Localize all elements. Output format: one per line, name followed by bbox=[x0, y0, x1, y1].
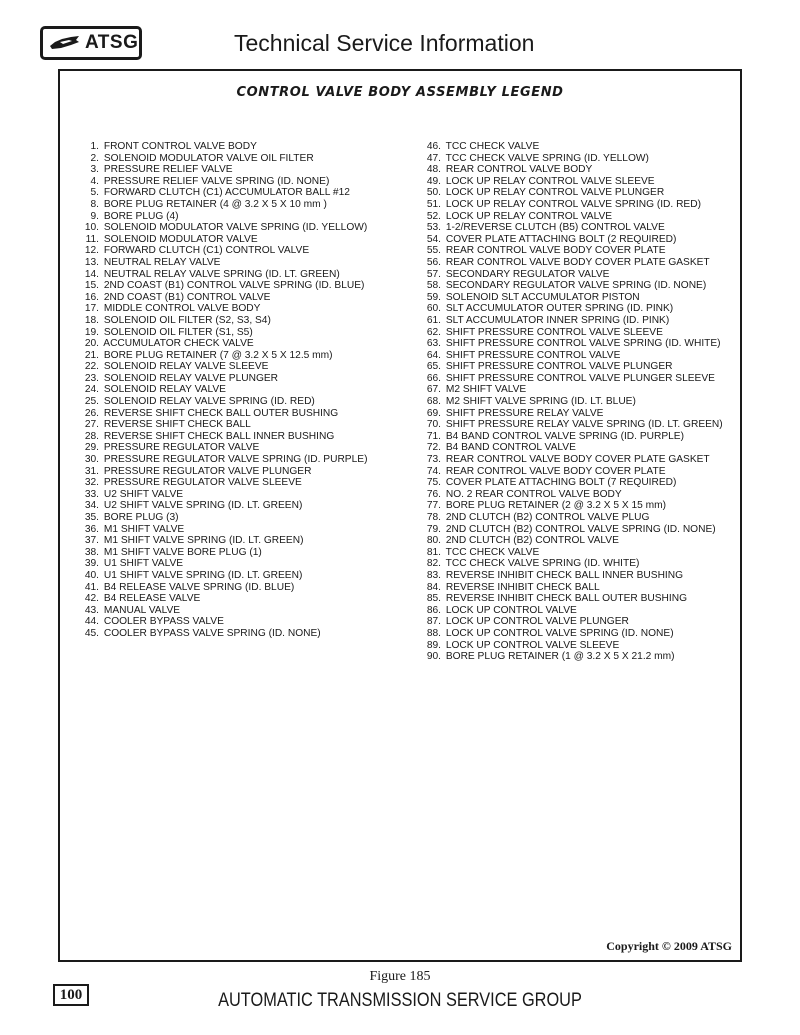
legend-item-text: SOLENOID RELAY VALVE SPRING (ID. RED) bbox=[103, 396, 315, 408]
legend-item-number: 56. bbox=[426, 256, 441, 268]
legend-item-text: COOLER BYPASS VALVE bbox=[103, 616, 224, 628]
legend-item-text: SHIFT PRESSURE CONTROL VALVE SPRING (ID. WHITE) bbox=[445, 338, 721, 350]
legend-item-text: SHIFT PRESSURE CONTROL VALVE PLUNGER bbox=[445, 361, 673, 373]
legend-item bbox=[426, 176, 723, 188]
legend-item-text: SHIFT PRESSURE CONTROL VALVE SLEEVE bbox=[445, 326, 663, 338]
legend-item-text: SECONDARY REGULATOR VALVE bbox=[445, 268, 610, 280]
legend-item-number: 30. bbox=[84, 454, 99, 466]
legend-item bbox=[84, 454, 367, 466]
legend-item-text: LOCK UP RELAY CONTROL VALVE SLEEVE bbox=[445, 175, 655, 187]
legend-item-text: SOLENOID MODULATOR VALVE SPRING (ID. YELLOW) bbox=[103, 222, 368, 234]
legend-item-number: 42. bbox=[84, 593, 99, 605]
legend-item-text: SOLENOID RELAY VALVE PLUNGER bbox=[103, 372, 279, 384]
legend-item-text: REVERSE SHIFT CHECK BALL OUTER BUSHING bbox=[103, 407, 339, 419]
legend-item-number: 76. bbox=[426, 488, 441, 500]
legend-item-text: REAR CONTROL VALVE BODY COVER PLATE GASKET bbox=[445, 454, 710, 466]
legend-item-text: SLT ACCUMULATOR OUTER SPRING (ID. PINK) bbox=[445, 303, 674, 315]
legend-item bbox=[426, 153, 723, 165]
legend-item-number: 87. bbox=[426, 616, 441, 628]
legend-item-number: 49. bbox=[426, 175, 441, 187]
legend-item-number: 24. bbox=[84, 384, 99, 396]
legend-item-number: 62. bbox=[426, 326, 441, 338]
legend-item-text: SECONDARY REGULATOR VALVE SPRING (ID. NONE) bbox=[445, 280, 707, 292]
legend-item-number: 63. bbox=[426, 338, 441, 350]
legend-item-number: 8. bbox=[90, 198, 99, 210]
legend-item bbox=[84, 211, 367, 223]
legend-item bbox=[426, 640, 723, 652]
legend-item bbox=[426, 547, 723, 559]
legend-item-text: REVERSE INHIBIT CHECK BALL OUTER BUSHING bbox=[445, 593, 688, 605]
legend-item-number: 15. bbox=[84, 280, 99, 292]
legend-item-text: SOLENOID OIL FILTER (S1, S5) bbox=[103, 326, 253, 338]
legend-item-number: 71. bbox=[426, 430, 441, 442]
legend-frame bbox=[58, 69, 742, 962]
legend-item-text: LOCK UP CONTROL VALVE SPRING (ID. NONE) bbox=[445, 627, 674, 639]
legend-item bbox=[84, 628, 367, 640]
legend-item bbox=[84, 558, 367, 570]
legend-item bbox=[426, 211, 723, 223]
logo-text: ATSG bbox=[85, 32, 139, 53]
legend-item bbox=[84, 431, 367, 443]
legend-item-number: 86. bbox=[426, 604, 441, 616]
legend-item-text: B4 BAND CONTROL VALVE SPRING (ID. PURPLE) bbox=[445, 430, 684, 442]
legend-item-number: 82. bbox=[426, 558, 441, 570]
legend-item-text: REVERSE INHIBIT CHECK BALL INNER BUSHING bbox=[445, 569, 684, 581]
legend-item-number: 43. bbox=[84, 604, 99, 616]
legend-item-number: 44. bbox=[84, 616, 99, 628]
legend-item bbox=[84, 303, 367, 315]
legend-item-number: 34. bbox=[84, 500, 99, 512]
legend-item-text: MANUAL VALVE bbox=[103, 604, 181, 616]
legend-item bbox=[426, 477, 723, 489]
legend-item bbox=[84, 350, 367, 362]
legend-item-number: 4. bbox=[90, 175, 99, 187]
legend-item-number: 90. bbox=[426, 651, 441, 663]
legend-item bbox=[84, 419, 367, 431]
legend-item-text: BORE PLUG RETAINER (2 @ 3.2 X 5 X 15 mm) bbox=[445, 500, 667, 512]
legend-item bbox=[84, 408, 367, 420]
legend-item-text: SHIFT PRESSURE RELAY VALVE SPRING (ID. LT. GREEN) bbox=[445, 419, 723, 431]
legend-item bbox=[84, 605, 367, 617]
legend-right-column bbox=[426, 141, 723, 663]
legend-item bbox=[84, 477, 367, 489]
legend-item bbox=[84, 582, 367, 594]
legend-item bbox=[426, 582, 723, 594]
legend-item-text: U2 SHIFT VALVE bbox=[103, 488, 184, 500]
legend-item bbox=[426, 419, 723, 431]
legend-item-number: 50. bbox=[426, 187, 441, 199]
legend-item-text: NO. 2 REAR CONTROL VALVE BODY bbox=[445, 488, 622, 500]
legend-item-text: REAR CONTROL VALVE BODY COVER PLATE GASKET bbox=[445, 256, 710, 268]
legend-item bbox=[426, 628, 723, 640]
legend-item-number: 65. bbox=[426, 361, 441, 373]
legend-item bbox=[84, 245, 367, 257]
legend-item-number: 38. bbox=[84, 546, 99, 558]
legend-title: CONTROL VALVE BODY ASSEMBLY LEGEND bbox=[236, 85, 564, 100]
legend-item-number: 48. bbox=[426, 164, 441, 176]
legend-item-number: 54. bbox=[426, 233, 441, 245]
legend-item-text: LOCK UP RELAY CONTROL VALVE SPRING (ID. RED) bbox=[445, 198, 701, 210]
legend-left-column bbox=[84, 141, 367, 640]
legend-item-text: U1 SHIFT VALVE SPRING (ID. LT. GREEN) bbox=[103, 569, 303, 581]
legend-item-number: 9. bbox=[90, 210, 99, 222]
legend-item bbox=[426, 245, 723, 257]
legend-item bbox=[426, 303, 723, 315]
legend-item-text: U1 SHIFT VALVE bbox=[103, 558, 184, 570]
legend-item-number: 28. bbox=[84, 430, 99, 442]
legend-item-text: LOCK UP RELAY CONTROL VALVE PLUNGER bbox=[445, 187, 665, 199]
legend-item bbox=[426, 535, 723, 547]
legend-item bbox=[84, 257, 367, 269]
legend-item bbox=[84, 442, 367, 454]
legend-item bbox=[426, 466, 723, 478]
legend-item-number: 33. bbox=[84, 488, 99, 500]
legend-item-text: FORWARD CLUTCH (C1) CONTROL VALVE bbox=[103, 245, 310, 257]
legend-item bbox=[84, 500, 367, 512]
legend-item-number: 23. bbox=[84, 372, 99, 384]
legend-item-text: 2ND COAST (B1) CONTROL VALVE bbox=[103, 291, 271, 303]
legend-item bbox=[84, 269, 367, 281]
legend-item-number: 60. bbox=[426, 303, 441, 315]
legend-item-number: 47. bbox=[426, 152, 441, 164]
legend-item bbox=[84, 396, 367, 408]
legend-item bbox=[84, 176, 367, 188]
legend-item-number: 20. bbox=[84, 338, 99, 350]
legend-item bbox=[426, 280, 723, 292]
legend-item-number: 74. bbox=[426, 465, 441, 477]
legend-item-number: 55. bbox=[426, 245, 441, 257]
legend-item-number: 53. bbox=[426, 222, 441, 234]
legend-item bbox=[426, 454, 723, 466]
legend-item-number: 46. bbox=[426, 141, 441, 152]
legend-item-text: SOLENOID SLT ACCUMULATOR PISTON bbox=[445, 291, 640, 303]
legend-item bbox=[84, 616, 367, 628]
legend-item-text: PRESSURE REGULATOR VALVE bbox=[103, 442, 260, 454]
legend-item-number: 29. bbox=[84, 442, 99, 454]
legend-item-number: 61. bbox=[426, 314, 441, 326]
legend-item bbox=[84, 373, 367, 385]
car-silhouette-icon bbox=[49, 33, 81, 53]
legend-item-number: 67. bbox=[426, 384, 441, 396]
legend-item-text: TCC CHECK VALVE bbox=[445, 141, 540, 152]
legend-item bbox=[426, 431, 723, 443]
legend-item bbox=[426, 384, 723, 396]
legend-item-number: 35. bbox=[84, 512, 99, 523]
legend-item-number: 72. bbox=[426, 442, 441, 454]
footer-organization: AUTOMATIC TRANSMISSION SERVICE GROUP bbox=[218, 990, 582, 1011]
legend-item-text: B4 BAND CONTROL VALVE bbox=[445, 442, 576, 454]
legend-item bbox=[426, 292, 723, 304]
legend-item bbox=[84, 280, 367, 292]
legend-item-text: FORWARD CLUTCH (C1) ACCUMULATOR BALL #12 bbox=[103, 187, 350, 199]
legend-item-number: 13. bbox=[84, 256, 99, 268]
legend-item-number: 1. bbox=[90, 141, 99, 152]
legend-item-text: M2 SHIFT VALVE bbox=[445, 384, 527, 396]
legend-item-number: 64. bbox=[426, 349, 441, 361]
legend-item-text: REAR CONTROL VALVE BODY COVER PLATE bbox=[445, 465, 666, 477]
legend-item-text: BORE PLUG RETAINER (7 @ 3.2 X 5 X 12.5 mm) bbox=[103, 349, 333, 361]
legend-item bbox=[84, 593, 367, 605]
legend-item-number: 52. bbox=[426, 210, 441, 222]
legend-item-number: 80. bbox=[426, 535, 441, 547]
legend-item bbox=[84, 489, 367, 501]
legend-item-number: 84. bbox=[426, 581, 441, 593]
legend-item-text: SOLENOID OIL FILTER (S2, S3, S4) bbox=[103, 314, 271, 326]
legend-item-text: COVER PLATE ATTACHING BOLT (2 REQUIRED) bbox=[445, 233, 677, 245]
legend-item-text: REVERSE INHIBIT CHECK BALL bbox=[445, 581, 600, 593]
legend-item-text: LOCK UP CONTROL VALVE bbox=[445, 604, 577, 616]
legend-item-number: 2. bbox=[90, 152, 99, 164]
legend-item-number: 89. bbox=[426, 639, 441, 651]
legend-item bbox=[426, 570, 723, 582]
legend-item-text: REVERSE SHIFT CHECK BALL bbox=[103, 419, 251, 431]
legend-item-number: 22. bbox=[84, 361, 99, 373]
atsg-logo bbox=[40, 26, 142, 60]
legend-item-number: 31. bbox=[84, 465, 99, 477]
legend-item-text: PRESSURE REGULATOR VALVE PLUNGER bbox=[103, 465, 312, 477]
legend-item-number: 27. bbox=[84, 419, 99, 431]
legend-item-number: 57. bbox=[426, 268, 441, 280]
legend-item-number: 70. bbox=[426, 419, 441, 431]
legend-item bbox=[84, 512, 367, 524]
legend-item-text: SHIFT PRESSURE CONTROL VALVE bbox=[445, 349, 621, 361]
legend-item-number: 59. bbox=[426, 291, 441, 303]
legend-item bbox=[426, 593, 723, 605]
legend-item-text: B4 RELEASE VALVE bbox=[103, 593, 201, 605]
legend-item bbox=[426, 512, 723, 524]
legend-item-number: 73. bbox=[426, 454, 441, 466]
legend-item-text: REAR CONTROL VALVE BODY bbox=[445, 164, 593, 176]
legend-item-number: 78. bbox=[426, 512, 441, 523]
legend-item-number: 16. bbox=[84, 291, 99, 303]
legend-item bbox=[426, 442, 723, 454]
legend-item bbox=[426, 187, 723, 199]
legend-item-text: B4 RELEASE VALVE SPRING (ID. BLUE) bbox=[103, 581, 295, 593]
legend-item-number: 32. bbox=[84, 477, 99, 489]
legend-item-text: SHIFT PRESSURE CONTROL VALVE PLUNGER SLEEVE bbox=[445, 372, 715, 384]
legend-item bbox=[426, 327, 723, 339]
legend-item bbox=[84, 570, 367, 582]
legend-item-text: TCC CHECK VALVE bbox=[445, 546, 540, 558]
legend-item-number: 26. bbox=[84, 407, 99, 419]
legend-item bbox=[84, 535, 367, 547]
legend-item bbox=[84, 547, 367, 559]
legend-item bbox=[426, 651, 723, 663]
legend-item-text: NEUTRAL RELAY VALVE SPRING (ID. LT. GREEN) bbox=[103, 268, 340, 280]
legend-item-number: 37. bbox=[84, 535, 99, 547]
legend-item-text: TCC CHECK VALVE SPRING (ID. YELLOW) bbox=[445, 152, 649, 164]
legend-item bbox=[426, 616, 723, 628]
legend-item-text: SOLENOID MODULATOR VALVE OIL FILTER bbox=[103, 152, 314, 164]
legend-item-number: 19. bbox=[84, 326, 99, 338]
legend-item bbox=[84, 327, 367, 339]
legend-item-number: 88. bbox=[426, 627, 441, 639]
legend-item-text: COOLER BYPASS VALVE SPRING (ID. NONE) bbox=[103, 627, 321, 639]
legend-item-text: COVER PLATE ATTACHING BOLT (7 REQUIRED) bbox=[445, 477, 677, 489]
legend-item bbox=[426, 141, 723, 153]
legend-item-text: ACCUMULATOR CHECK VALVE bbox=[103, 338, 254, 350]
legend-item-text: SOLENOID MODULATOR VALVE bbox=[103, 233, 258, 245]
legend-item-text: PRESSURE RELIEF VALVE bbox=[103, 164, 233, 176]
legend-item-number: 66. bbox=[426, 372, 441, 384]
legend-item bbox=[84, 384, 367, 396]
legend-item-number: 17. bbox=[84, 303, 99, 315]
legend-item-number: 39. bbox=[84, 558, 99, 570]
legend-item bbox=[426, 361, 723, 373]
legend-item-number: 83. bbox=[426, 569, 441, 581]
legend-item-text: 2ND COAST (B1) CONTROL VALVE SPRING (ID. BLUE) bbox=[103, 280, 365, 292]
legend-item bbox=[426, 500, 723, 512]
legend-item-number: 51. bbox=[426, 198, 441, 210]
legend-item-number: 5. bbox=[90, 187, 99, 199]
legend-item-text: PRESSURE REGULATOR VALVE SLEEVE bbox=[103, 477, 302, 489]
legend-item bbox=[426, 558, 723, 570]
legend-item-number: 85. bbox=[426, 593, 441, 605]
legend-item-text: U2 SHIFT VALVE SPRING (ID. LT. GREEN) bbox=[103, 500, 303, 512]
legend-item bbox=[426, 524, 723, 536]
legend-item-text: LOCK UP CONTROL VALVE PLUNGER bbox=[445, 616, 629, 628]
legend-item-number: 45. bbox=[84, 627, 99, 639]
legend-item-text: M2 SHIFT VALVE SPRING (ID. LT. BLUE) bbox=[445, 396, 636, 408]
legend-item bbox=[84, 222, 367, 234]
legend-item-text: PRESSURE RELIEF VALVE SPRING (ID. NONE) bbox=[103, 175, 330, 187]
legend-item bbox=[426, 222, 723, 234]
page-number: 100 bbox=[53, 984, 89, 1006]
legend-item-text: 2ND CLUTCH (B2) CONTROL VALVE bbox=[445, 535, 619, 547]
legend-item bbox=[84, 338, 367, 350]
legend-item-number: 11. bbox=[85, 233, 99, 245]
legend-item bbox=[84, 466, 367, 478]
legend-item-text: REVERSE SHIFT CHECK BALL INNER BUSHING bbox=[103, 430, 335, 442]
legend-item-number: 21. bbox=[84, 349, 99, 361]
legend-item-text: TCC CHECK VALVE SPRING (ID. WHITE) bbox=[445, 558, 640, 570]
legend-item-number: 25. bbox=[84, 396, 99, 408]
page-title: Technical Service Information bbox=[234, 30, 535, 56]
figure-caption: Figure 185 bbox=[369, 969, 431, 984]
legend-item-text: LOCK UP RELAY CONTROL VALVE bbox=[445, 210, 613, 222]
legend-item-number: 79. bbox=[426, 523, 441, 535]
legend-item-number: 12. bbox=[84, 245, 99, 257]
legend-item bbox=[84, 315, 367, 327]
legend-item-number: 41. bbox=[84, 581, 99, 593]
legend-item-text: SHIFT PRESSURE RELAY VALVE bbox=[445, 407, 604, 419]
legend-item-text: BORE PLUG RETAINER (4 @ 3.2 X 5 X 10 mm ) bbox=[103, 198, 327, 210]
legend-item-number: 3. bbox=[90, 164, 99, 176]
legend-item bbox=[84, 141, 367, 153]
legend-item bbox=[426, 373, 723, 385]
legend-item bbox=[426, 489, 723, 501]
legend-item-number: 18. bbox=[84, 314, 99, 326]
legend-item bbox=[84, 164, 367, 176]
legend-item-text: SOLENOID RELAY VALVE SLEEVE bbox=[103, 361, 269, 373]
legend-item bbox=[426, 350, 723, 362]
legend-item-text: LOCK UP CONTROL VALVE SLEEVE bbox=[445, 639, 620, 651]
legend-item-number: 69. bbox=[426, 407, 441, 419]
legend-item-number: 81. bbox=[426, 546, 441, 558]
legend-item-number: 68. bbox=[426, 396, 441, 408]
legend-item-text: M1 SHIFT VALVE BORE PLUG (1) bbox=[103, 546, 262, 558]
legend-item bbox=[84, 153, 367, 165]
copyright-notice: Copyright © 2009 ATSG bbox=[606, 939, 732, 953]
legend-item bbox=[426, 164, 723, 176]
legend-item-text: M1 SHIFT VALVE SPRING (ID. LT. GREEN) bbox=[103, 535, 304, 547]
legend-item-text: BORE PLUG (4) bbox=[103, 210, 179, 222]
legend-item bbox=[426, 257, 723, 269]
legend-item-text: 2ND CLUTCH (B2) CONTROL VALVE SPRING (ID. NONE) bbox=[445, 523, 716, 535]
legend-item bbox=[426, 408, 723, 420]
legend-item-text: SLT ACCUMULATOR INNER SPRING (ID. PINK) bbox=[445, 314, 670, 326]
legend-item bbox=[426, 605, 723, 617]
legend-item-number: 36. bbox=[84, 523, 99, 535]
legend-item-text: MIDDLE CONTROL VALVE BODY bbox=[103, 303, 261, 315]
legend-item bbox=[84, 361, 367, 373]
legend-item bbox=[84, 524, 367, 536]
legend-item bbox=[426, 234, 723, 246]
legend-item bbox=[84, 292, 367, 304]
legend-item bbox=[426, 315, 723, 327]
legend-item-number: 75. bbox=[426, 477, 441, 489]
legend-item-number: 40. bbox=[84, 569, 99, 581]
legend-item bbox=[84, 199, 367, 211]
legend-item bbox=[426, 199, 723, 211]
legend-item bbox=[84, 234, 367, 246]
legend-item-text: BORE PLUG RETAINER (1 @ 3.2 X 5 X 21.2 mm) bbox=[445, 651, 675, 663]
legend-item-text: M1 SHIFT VALVE bbox=[103, 523, 185, 535]
legend-item-text: 2ND CLUTCH (B2) CONTROL VALVE PLUG bbox=[445, 512, 650, 523]
legend-item-text: SOLENOID RELAY VALVE bbox=[103, 384, 226, 396]
legend-item-text: FRONT CONTROL VALVE BODY bbox=[103, 141, 257, 152]
legend-item-number: 58. bbox=[426, 280, 441, 292]
legend-item bbox=[426, 269, 723, 281]
legend-item-text: PRESSURE REGULATOR VALVE SPRING (ID. PURPLE) bbox=[103, 454, 368, 466]
legend-item-text: 1-2/REVERSE CLUTCH (B5) CONTROL VALVE bbox=[445, 222, 665, 234]
legend-item-number: 77. bbox=[426, 500, 441, 512]
legend-item bbox=[426, 338, 723, 350]
legend-item-text: REAR CONTROL VALVE BODY COVER PLATE bbox=[445, 245, 666, 257]
legend-item bbox=[426, 396, 723, 408]
legend-item-number: 10. bbox=[84, 222, 99, 234]
legend-item-text: BORE PLUG (3) bbox=[103, 512, 179, 523]
legend-item-number: 14. bbox=[84, 268, 99, 280]
legend-item bbox=[84, 187, 367, 199]
legend-item-text: NEUTRAL RELAY VALVE bbox=[103, 256, 221, 268]
